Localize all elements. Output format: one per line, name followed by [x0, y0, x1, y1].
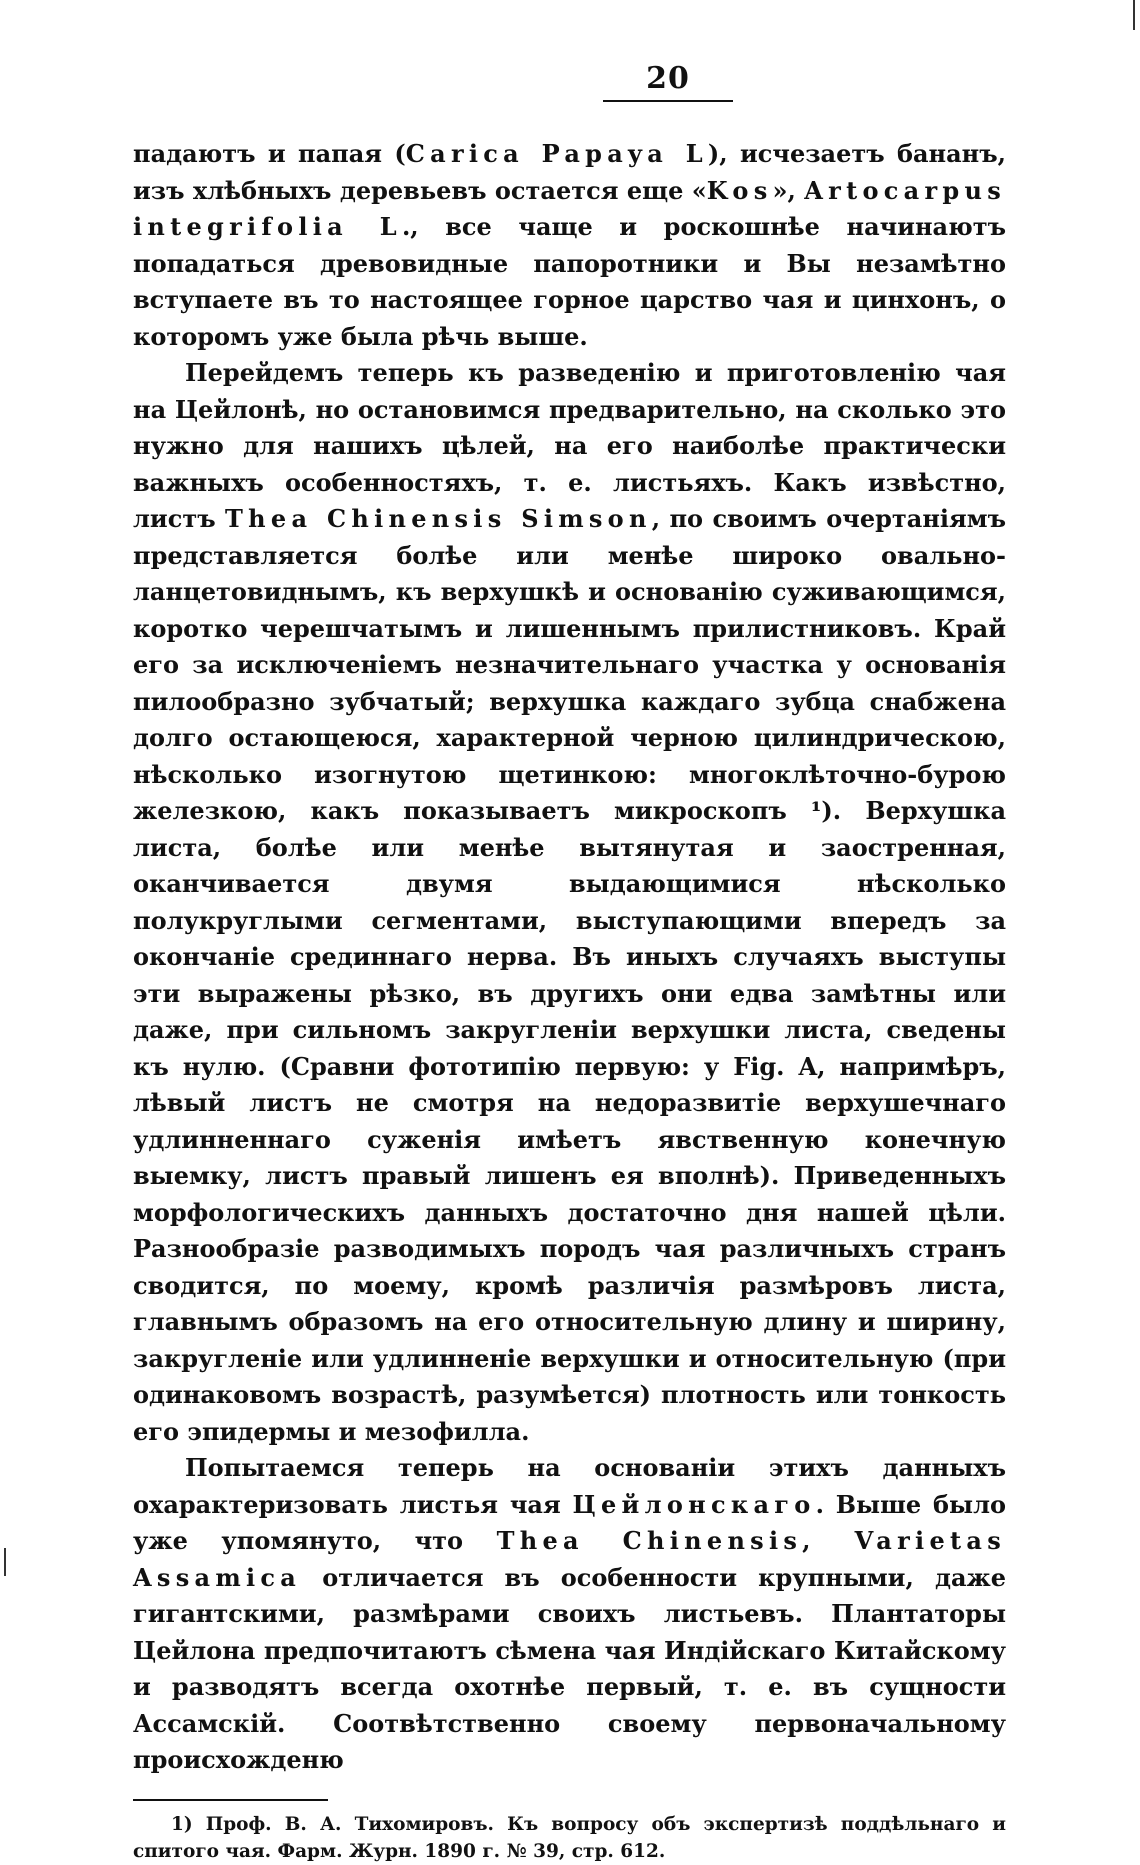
latin-term: Carica Papaya L [405, 139, 708, 168]
text-segment: », [772, 175, 805, 205]
text-segment: . Выше было уже упомянуто, что [133, 1489, 1007, 1555]
latin-term: Kos [706, 175, 773, 205]
text-segment: Перейдемъ теперь къ разведенію и приготовленію чая на Цейлонѣ, но остановимся предварительно, на сколько это нужно для нашихъ цѣлей, на его наиболѣе практически важныхъ особенностяхъ, т. е. листьяхъ. Какъ извѣстно, листъ [133, 358, 1006, 533]
latin-term: Thea Chinensis, Varietas Assamica [133, 1526, 1006, 1592]
scan-edge-mark-left [4, 1548, 6, 1576]
scan-edge-mark-right [1133, 0, 1135, 30]
text-segment: отличается въ особенности крупными, даже гигантскими, размѣрами своихъ листьевъ. Плантаторы Цейлона предпочитаютъ сѣмена чая Индійскаго Китайскому и разводятъ всегда охотнѣе первый, т. е. въ сущности Ассамскій. Соотвѣтственно своему первоначальному происхожденю [133, 1562, 1006, 1774]
text-segment: Попытаемся теперь на основаніи этихъ данныхъ охарактеризовать листья чая [133, 1453, 1006, 1519]
footnote: 1) Проф. В. А. Тихомировъ. Къ вопросу объ экспертизѣ поддѣльнаго и спитого чая. Фарм. Журн. 1890 г. № 39, стр. 612. [133, 1813, 1006, 1862]
body-text [133, 136, 1006, 1779]
footnote-divider [133, 1799, 328, 1801]
text-segment: , по своимъ очертаніямъ представляется болѣе или менѣе широко овально-ланцетовиднымъ, къ верхушкѣ и основанію суживающимся, коротко черешчатымъ и лишеннымъ прилистниковъ. Край его за исключеніемъ незначительнаго участка у основанія пилообразно зубчатый; верхушка каждаго зубца снабжена долго остающеюся, характерной черною цилиндрическою, нѣсколько изогнутою щетинкою: многоклѣточно-бурою железкою, какъ показываетъ микроскопъ ¹). Верхушка листа, болѣе или менѣе вытянутая и заостренная, оканчивается двумя выдающимися нѣсколько полукруглыми сегментами, выступающими впередъ за окончаніе срединнаго нерва. Въ иныхъ случаяхъ выступы эти выражены рѣзко, въ другихъ они едва замѣтны или даже, при сильномъ закругленіи верхушки листа, сведены къ нулю. (Сравни фототипію первую: у Fig. A, напримѣръ, лѣвый листъ не смотря на недоразвитіе верхушечнаго удлинненнаго суженія имѣетъ явственную конечную выемку, листъ правый лишенъ ея вполнѣ). Приведенныхъ морфологическихъ данныхъ достаточно дня нашей цѣли. Разнообразіе разводимыхъ породъ чая различныхъ странъ сводится, по моему, кромѣ различія размѣровъ листа, главнымъ образомъ на его относительную длину и ширину, закругленіе или удлинненіе верхушки и относительную (при одинаковомъ возрастѣ, разумѣется) плотность или тонкость его эпидермы и мезофилла. [133, 504, 1006, 1446]
text-segment: ., все чаще и роскошнѣе начинаютъ попадаться древовидные папоротники и Вы незамѣтно вступаете въ то настоящее горное царство чая и цинхонъ, о которомъ уже была рѣчь выше. [133, 212, 1006, 351]
paragraph-3 [133, 1450, 1006, 1779]
latin-term: Artocarpus integrifolia L [133, 175, 1006, 241]
page-number: 20 [603, 62, 733, 102]
text-segment: падаютъ и папая ( [133, 139, 406, 168]
latin-term: Thea Chinensis Simson [225, 504, 652, 533]
document-page [133, 62, 1006, 1865]
text-segment: ), исчезаетъ бананъ, изъ хлѣбныхъ деревьевъ остается еще « [133, 139, 1006, 205]
paragraph-1 [133, 136, 1006, 355]
emphasized-term: Цейлонскаго [572, 1489, 816, 1519]
paragraph-2 [133, 355, 1006, 1450]
